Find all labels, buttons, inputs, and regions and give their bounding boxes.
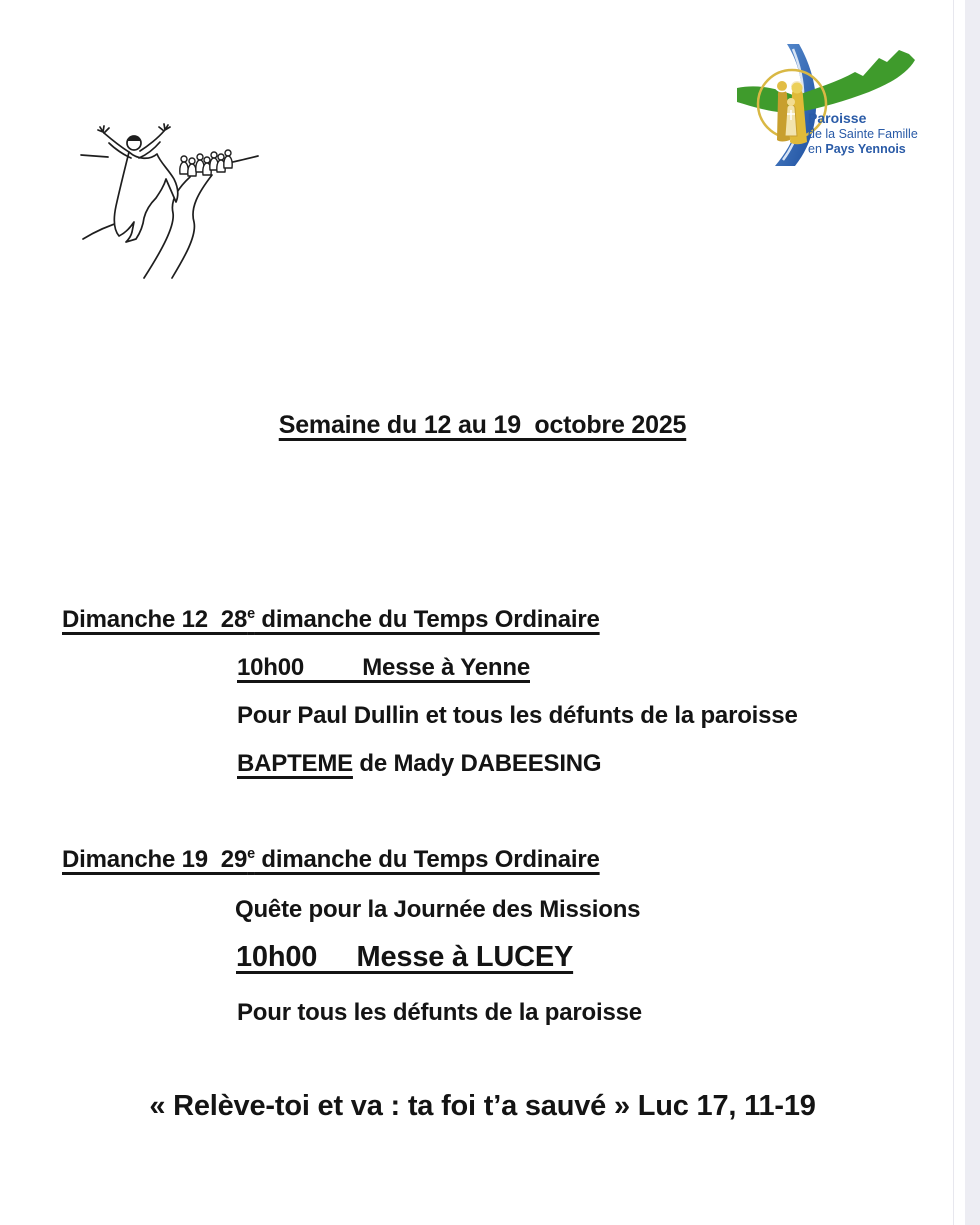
sunday19-intention: Pour tous les défunts de la paroisse <box>237 999 642 1026</box>
baptism-word: BAPTEME <box>237 750 353 777</box>
logo-en-text: en <box>808 141 826 156</box>
horizon-left <box>81 155 108 157</box>
right-hand <box>159 124 170 131</box>
sunday12-heading <box>62 606 600 634</box>
robe <box>114 152 177 242</box>
christ-and-lepers-illustration <box>80 118 262 280</box>
baptism-name: de Mady DABEESING <box>352 750 602 777</box>
parish-logo-text <box>808 110 936 157</box>
sunday19-heading <box>62 846 600 874</box>
sunday12-day: Dimanche 12 28 <box>62 606 248 633</box>
christ-figure <box>98 124 178 242</box>
page-title: Semaine du 12 au 19 octobre 2025 <box>278 411 687 439</box>
scan-edge-strip <box>965 0 980 1225</box>
logo-line-paroisse: Paroisse <box>808 110 867 126</box>
sunday12-baptism-line <box>237 750 601 778</box>
lepers-group <box>180 150 232 176</box>
logo-pays-yennois-text: Pays Yennois <box>825 141 906 156</box>
sunday19-day: Dimanche 19 29 <box>62 846 248 873</box>
sunday19-mass-line: 10h00 Messe à LUCEY <box>236 941 574 973</box>
sunday19-ordinal-sup: e <box>247 846 255 862</box>
sunday12-mass-line: 10h00 Messe à Yenne <box>237 654 530 681</box>
gospel-quote: « Relève-toi et va : ta foi t’a sauvé » Luc 17, 11-19 <box>149 1090 816 1122</box>
left-hand <box>98 126 109 133</box>
logo-line-pays-yennois <box>808 142 936 157</box>
sunday12-ordinal-rest: dimanche du Temps Ordinaire <box>254 606 600 633</box>
holy-family-figures <box>775 77 808 145</box>
sunday19-collection: Quête pour la Journée des Missions <box>235 896 641 923</box>
parish-logo <box>737 44 937 174</box>
sunday12-ordinal-sup: e <box>247 606 255 622</box>
sunday19-ordinal-rest: dimanche du Temps Ordinaire <box>254 846 600 873</box>
scan-edge-line <box>953 0 954 1225</box>
sunday12-intention: Pour Paul Dullin et tous les défunts de la paroisse <box>237 702 798 729</box>
logo-line-sainte-famille: de la Sainte Famille <box>808 126 918 141</box>
